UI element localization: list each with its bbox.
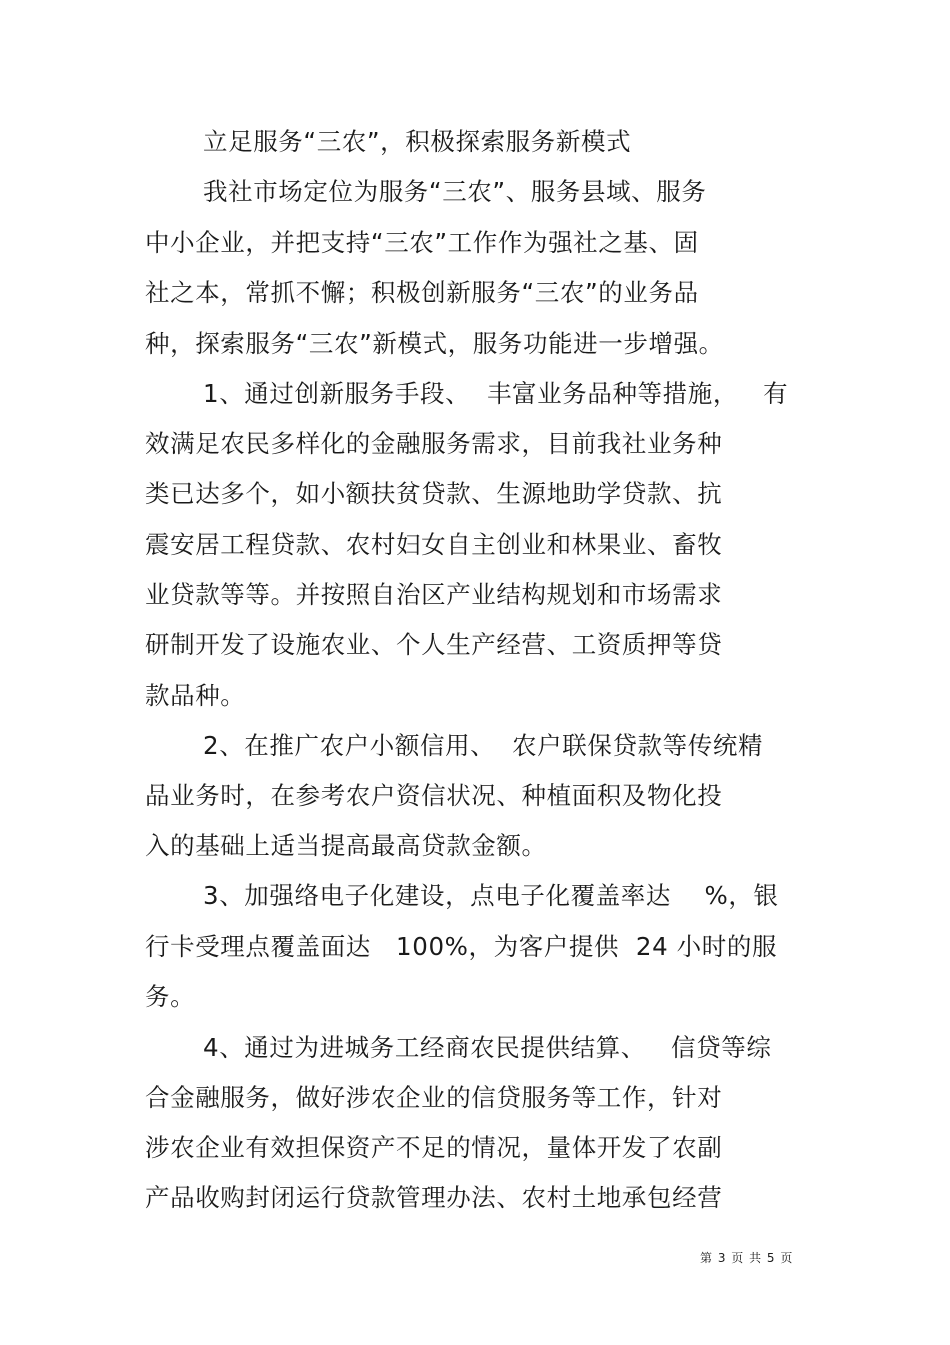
paragraph-line: 社之本，常抓不懈；积极创新服务“三农”的业务品 [145,278,699,307]
page-number: 第 3 页 共 5 页 [700,1251,794,1265]
paragraph-line: 务。 [145,982,196,1011]
paragraph-line: 效满足农民多样化的金融服务需求，目前我社业务种 [145,429,723,458]
paragraph-line: 入的基础上适当提高最高贷款金额。 [145,831,547,860]
paragraph-line: 合金融服务，做好涉农企业的信贷服务等工作，针对 [145,1083,723,1112]
paragraph-line: 种，探索服务“三农”新模式，服务功能进一步增强。 [145,329,724,358]
paragraph-line: 研制开发了设施农业、个人生产经营、工资质押等贷 [145,630,723,659]
paragraph-line: 涉农企业有效担保资产不足的情况，量体开发了农副 [145,1133,723,1162]
paragraph-line: 业贷款等等。并按照自治区产业结构规划和市场需求 [145,580,723,609]
paragraph-line: 产品收购封闭运行贷款管理办法、农村土地承包经营 [145,1183,723,1212]
paragraph-line: 震安居工程贷款、农村妇女自主创业和林果业、畜牧 [145,530,723,559]
paragraph-line: 4、通过为进城务工经商农民提供结算、 信贷等综 [203,1033,772,1062]
heading-line: 立足服务“三农”，积极探索服务新模式 [203,127,632,156]
paragraph-line: 1、通过创新服务手段、 丰富业务品种等措施， 有 [203,379,789,408]
paragraph-line: 款品种。 [145,681,246,710]
paragraph-line: 3、加强络电子化建设，点电子化覆盖率达 %，银 [203,881,779,910]
paragraph-line: 我社市场定位为服务“三农”、服务县域、服务 [203,177,707,206]
paragraph-line: 类已达多个，如小额扶贫贷款、生源地助学贷款、抗 [145,479,723,508]
paragraph-line: 中小企业，并把支持“三农”工作作为强社之基、固 [145,228,699,257]
paragraph-line: 品业务时，在参考农户资信状况、种植面积及物化投 [145,781,723,810]
paragraph-line: 行卡受理点覆盖面达 100%，为客户提供 24 小时的服 [145,932,778,961]
paragraph-line: 2、在推广农户小额信用、 农户联保贷款等传统精 [203,731,764,760]
